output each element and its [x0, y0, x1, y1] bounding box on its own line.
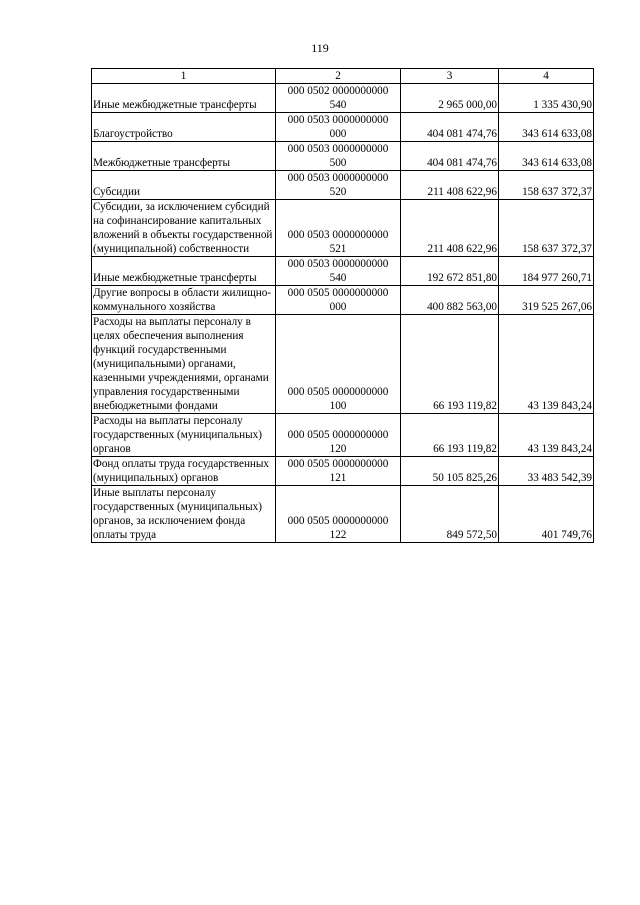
row-name: Благоустройство — [92, 113, 276, 142]
code-type: 500 — [329, 157, 347, 169]
row-name: Расходы на выплаты персоналу в целях обеспечения выполнения функций государственными (муниципальными) органами, казенными учреждениями, органами управления государственными внебюджетными фондами — [92, 315, 276, 414]
table-row — [92, 142, 594, 171]
header-row — [92, 69, 594, 84]
value-actual: 43 139 843,24 — [499, 315, 594, 414]
row-code — [276, 257, 401, 286]
row-code — [276, 414, 401, 457]
row-name: Другие вопросы в области жилищно-коммунального хозяйства — [92, 286, 276, 315]
code-main: 000 0502 0000000000 — [287, 85, 389, 97]
row-code — [276, 457, 401, 486]
value-actual: 43 139 843,24 — [499, 414, 594, 457]
code-main: 000 0503 0000000000 — [287, 143, 389, 155]
table-row — [92, 315, 594, 414]
table-row — [92, 457, 594, 486]
row-name: Фонд оплаты труда государственных (муниципальных) органов — [92, 457, 276, 486]
code-main: 000 0505 0000000000 — [287, 386, 389, 398]
code-main: 000 0505 0000000000 — [287, 429, 389, 441]
table-row — [92, 171, 594, 200]
table-row — [92, 257, 594, 286]
table-row — [92, 200, 594, 257]
value-actual: 158 637 372,37 — [499, 171, 594, 200]
row-code — [276, 486, 401, 543]
value-plan: 400 882 563,00 — [401, 286, 499, 315]
table-row — [92, 84, 594, 113]
value-actual: 33 483 542,39 — [499, 457, 594, 486]
row-name: Иные выплаты персоналу государственных (муниципальных) органов, за исключением фонда оплаты труда — [92, 486, 276, 543]
value-plan: 50 105 825,26 — [401, 457, 499, 486]
code-type: 520 — [329, 186, 347, 198]
column-header-3: 3 — [401, 69, 499, 84]
row-code — [276, 142, 401, 171]
table-row — [92, 414, 594, 457]
row-code — [276, 84, 401, 113]
value-actual: 184 977 260,71 — [499, 257, 594, 286]
column-header-2: 2 — [276, 69, 401, 84]
value-plan: 404 081 474,76 — [401, 113, 499, 142]
row-name: Иные межбюджетные трансферты — [92, 84, 276, 113]
code-main: 000 0503 0000000000 — [287, 114, 389, 126]
row-name: Межбюджетные трансферты — [92, 142, 276, 171]
code-type: 100 — [329, 400, 347, 412]
code-type: 521 — [329, 243, 347, 255]
value-plan: 66 193 119,82 — [401, 414, 499, 457]
row-code — [276, 315, 401, 414]
row-name: Расходы на выплаты персоналу государственных (муниципальных) органов — [92, 414, 276, 457]
code-type: 540 — [329, 272, 347, 284]
code-type: 540 — [329, 99, 347, 111]
code-main: 000 0505 0000000000 — [287, 515, 389, 527]
page-number: 119 — [311, 41, 329, 55]
value-plan: 211 408 622,96 — [401, 200, 499, 257]
column-header-4: 4 — [499, 69, 594, 84]
value-plan: 211 408 622,96 — [401, 171, 499, 200]
code-type: 122 — [329, 529, 347, 541]
row-code — [276, 200, 401, 257]
row-code — [276, 171, 401, 200]
table-row — [92, 113, 594, 142]
row-name: Иные межбюджетные трансферты — [92, 257, 276, 286]
value-plan: 66 193 119,82 — [401, 315, 499, 414]
row-name: Субсидии — [92, 171, 276, 200]
value-plan: 2 965 000,00 — [401, 84, 499, 113]
code-type: 120 — [329, 443, 347, 455]
table-row — [92, 286, 594, 315]
row-code — [276, 286, 401, 315]
value-actual: 343 614 633,08 — [499, 142, 594, 171]
code-main: 000 0505 0000000000 — [287, 287, 389, 299]
row-code — [276, 113, 401, 142]
code-main: 000 0505 0000000000 — [287, 458, 389, 470]
value-actual: 1 335 430,90 — [499, 84, 594, 113]
code-main: 000 0503 0000000000 — [287, 172, 389, 184]
code-main: 000 0503 0000000000 — [287, 258, 389, 270]
table-row — [92, 486, 594, 543]
code-type: 000 — [329, 128, 347, 140]
value-actual: 158 637 372,37 — [499, 200, 594, 257]
code-type: 121 — [329, 472, 347, 484]
value-plan: 192 672 851,80 — [401, 257, 499, 286]
column-header-1: 1 — [92, 69, 276, 84]
value-plan: 849 572,50 — [401, 486, 499, 543]
value-actual: 319 525 267,06 — [499, 286, 594, 315]
value-plan: 404 081 474,76 — [401, 142, 499, 171]
budget-table — [91, 68, 594, 543]
code-type: 000 — [329, 301, 347, 313]
code-main: 000 0503 0000000000 — [287, 229, 389, 241]
row-name: Субсидии, за исключением субсидий на софинансирование капитальных вложений в объекты государственной (муниципальной) собственности — [92, 200, 276, 257]
value-actual: 343 614 633,08 — [499, 113, 594, 142]
value-actual: 401 749,76 — [499, 486, 594, 543]
